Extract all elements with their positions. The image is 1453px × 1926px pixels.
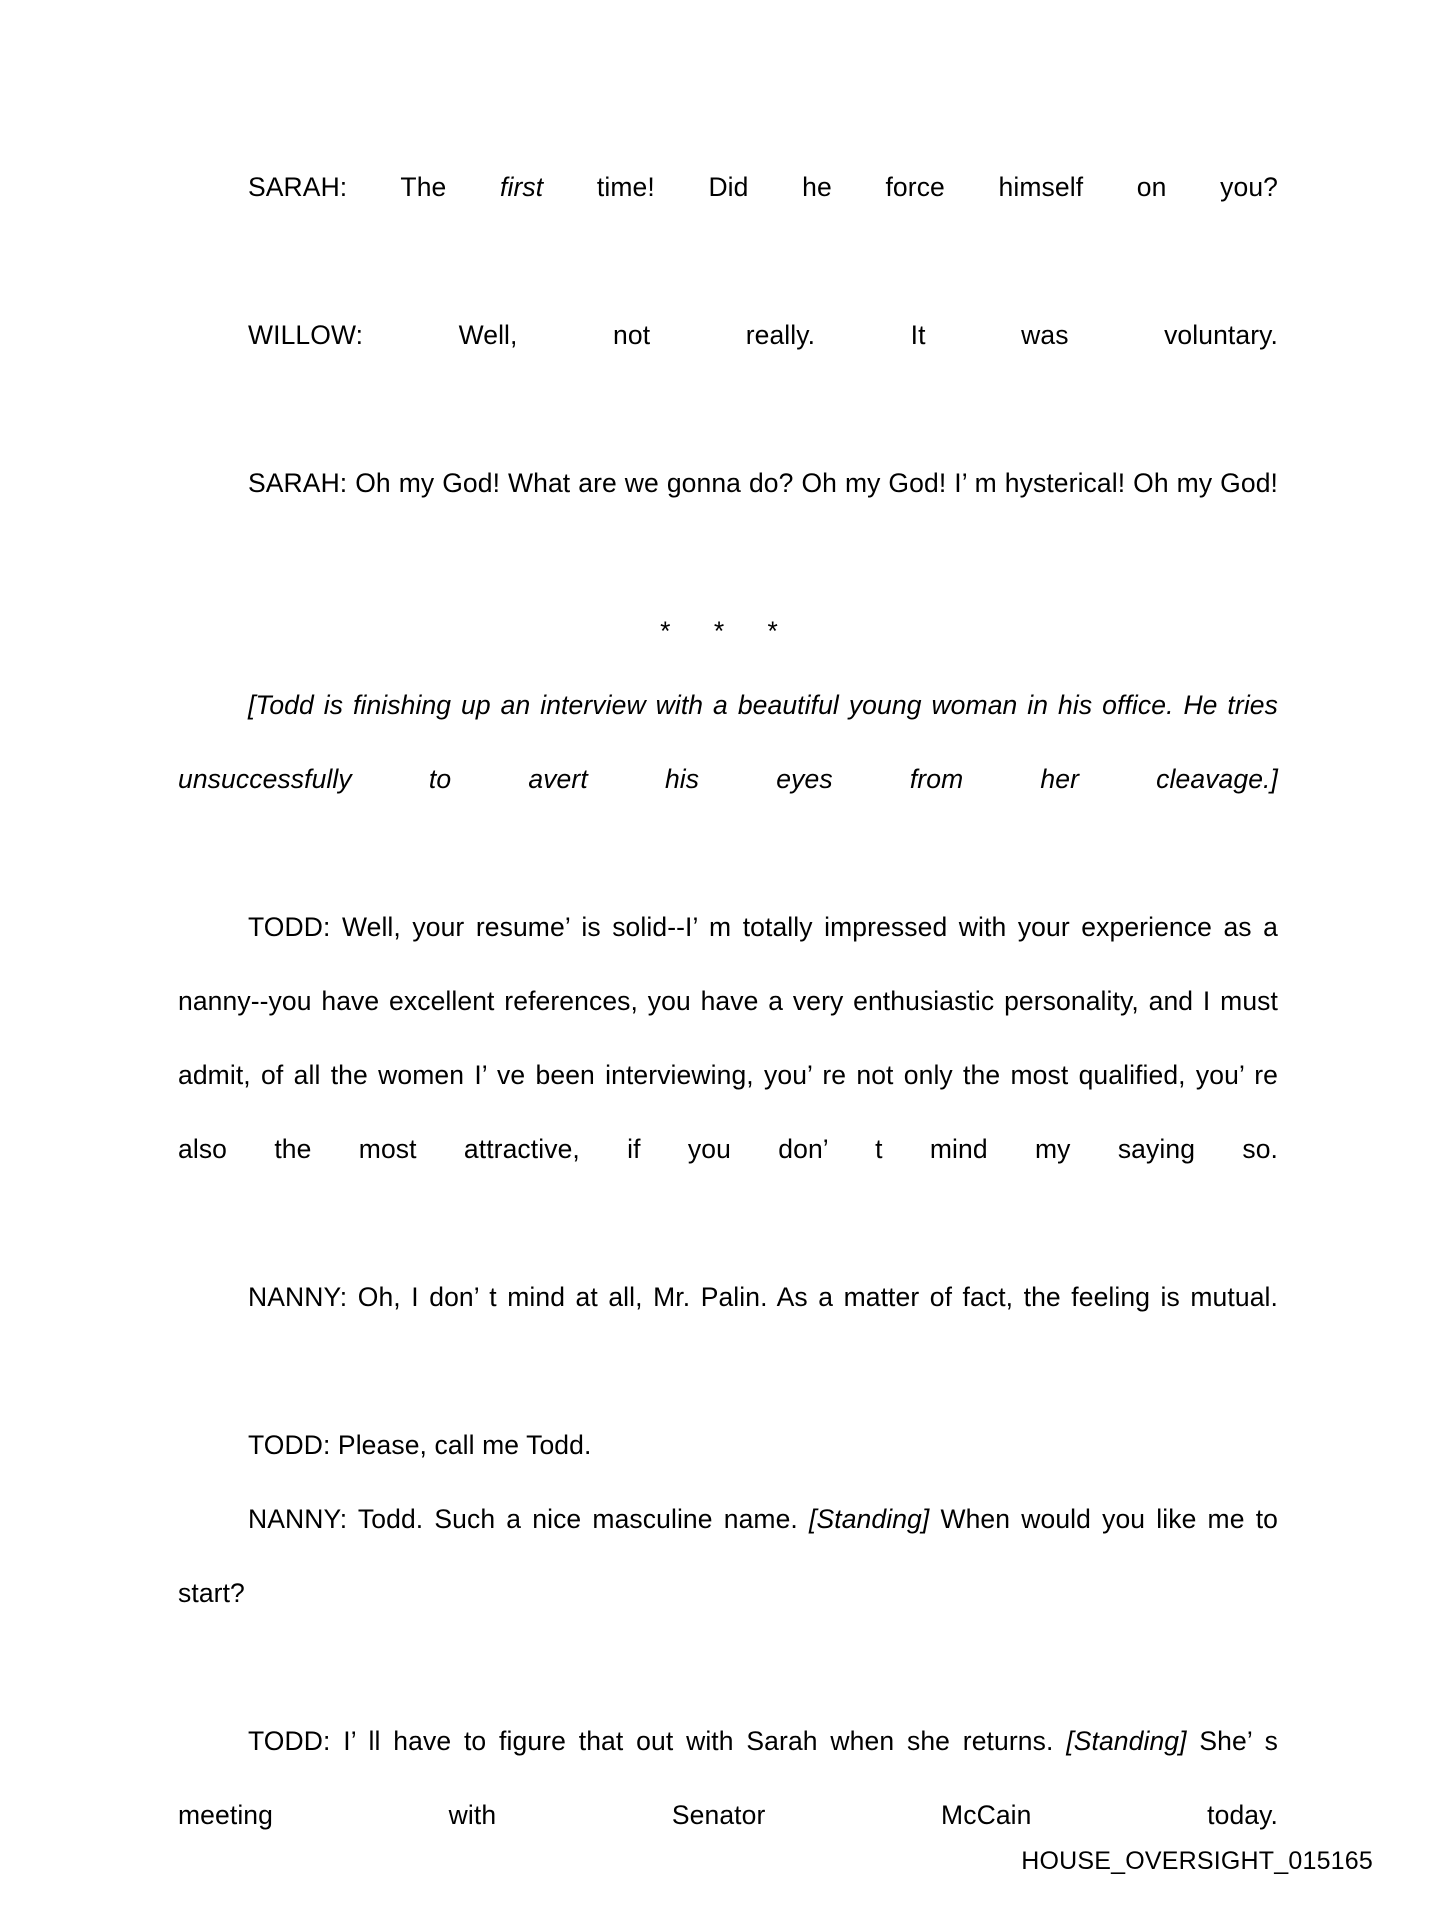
- dialogue-line-sarah-first-time: [178, 150, 1278, 298]
- dialogue-line-todd-sarah-returns: [178, 1704, 1278, 1926]
- scene-break-asterisks: * * *: [660, 616, 796, 646]
- dialogue-line-todd-resume: TODD: Well, your resume’ is solid--I’ m totally impressed with your experience as a nanny--you have excellent references, you have a very enthusiastic personality, and I must admit, of all the women I’ ve been interviewing, you’ re not only the most qualified, you’ re also the most attractive, if you don’ t mind my saying so.: [178, 912, 1278, 1164]
- stage-direction-standing: [Standing]: [809, 1504, 930, 1534]
- text-run: She’ s meeting with Senator McCain today.: [178, 1726, 1278, 1830]
- text-run: SARAH: The: [248, 172, 501, 202]
- document-body: [178, 150, 1278, 1926]
- dialogue-line-nanny-mutual: NANNY: Oh, I don’ t mind at all, Mr. Palin. As a matter of fact, the feeling is mutual.: [248, 1282, 1278, 1312]
- text-run: time! Did he force himself on you?: [543, 172, 1278, 202]
- dialogue-line-willow-voluntary: WILLOW: Well, not really. It was voluntary.: [248, 320, 1278, 350]
- text-run: When would you like me to start?: [178, 1504, 1278, 1608]
- text-run-italic: first: [500, 172, 544, 202]
- dialogue-line-sarah-hysterical: SARAH: Oh my God! What are we gonna do? Oh my God! I’ m hysterical! Oh my God!: [248, 468, 1278, 498]
- text-run: NANNY: Todd. Such a nice masculine name.: [248, 1504, 810, 1534]
- dialogue-line-nanny-masculine-name: [178, 1482, 1278, 1704]
- bates-stamp-footer: HOUSE_OVERSIGHT_015165: [1021, 1847, 1373, 1875]
- text-run: TODD: I’ ll have to figure that out with Sarah when she returns.: [248, 1726, 1067, 1756]
- stage-direction-standing: [Standing]: [1066, 1726, 1187, 1756]
- stage-direction-todd-interview: [Todd is finishing up an interview with a beautiful young woman in his office. He tries unsuccessfully to avert his eyes from her cleavage.]: [178, 690, 1278, 794]
- dialogue-line-todd-call-me-todd: TODD: Please, call me Todd.: [248, 1430, 592, 1460]
